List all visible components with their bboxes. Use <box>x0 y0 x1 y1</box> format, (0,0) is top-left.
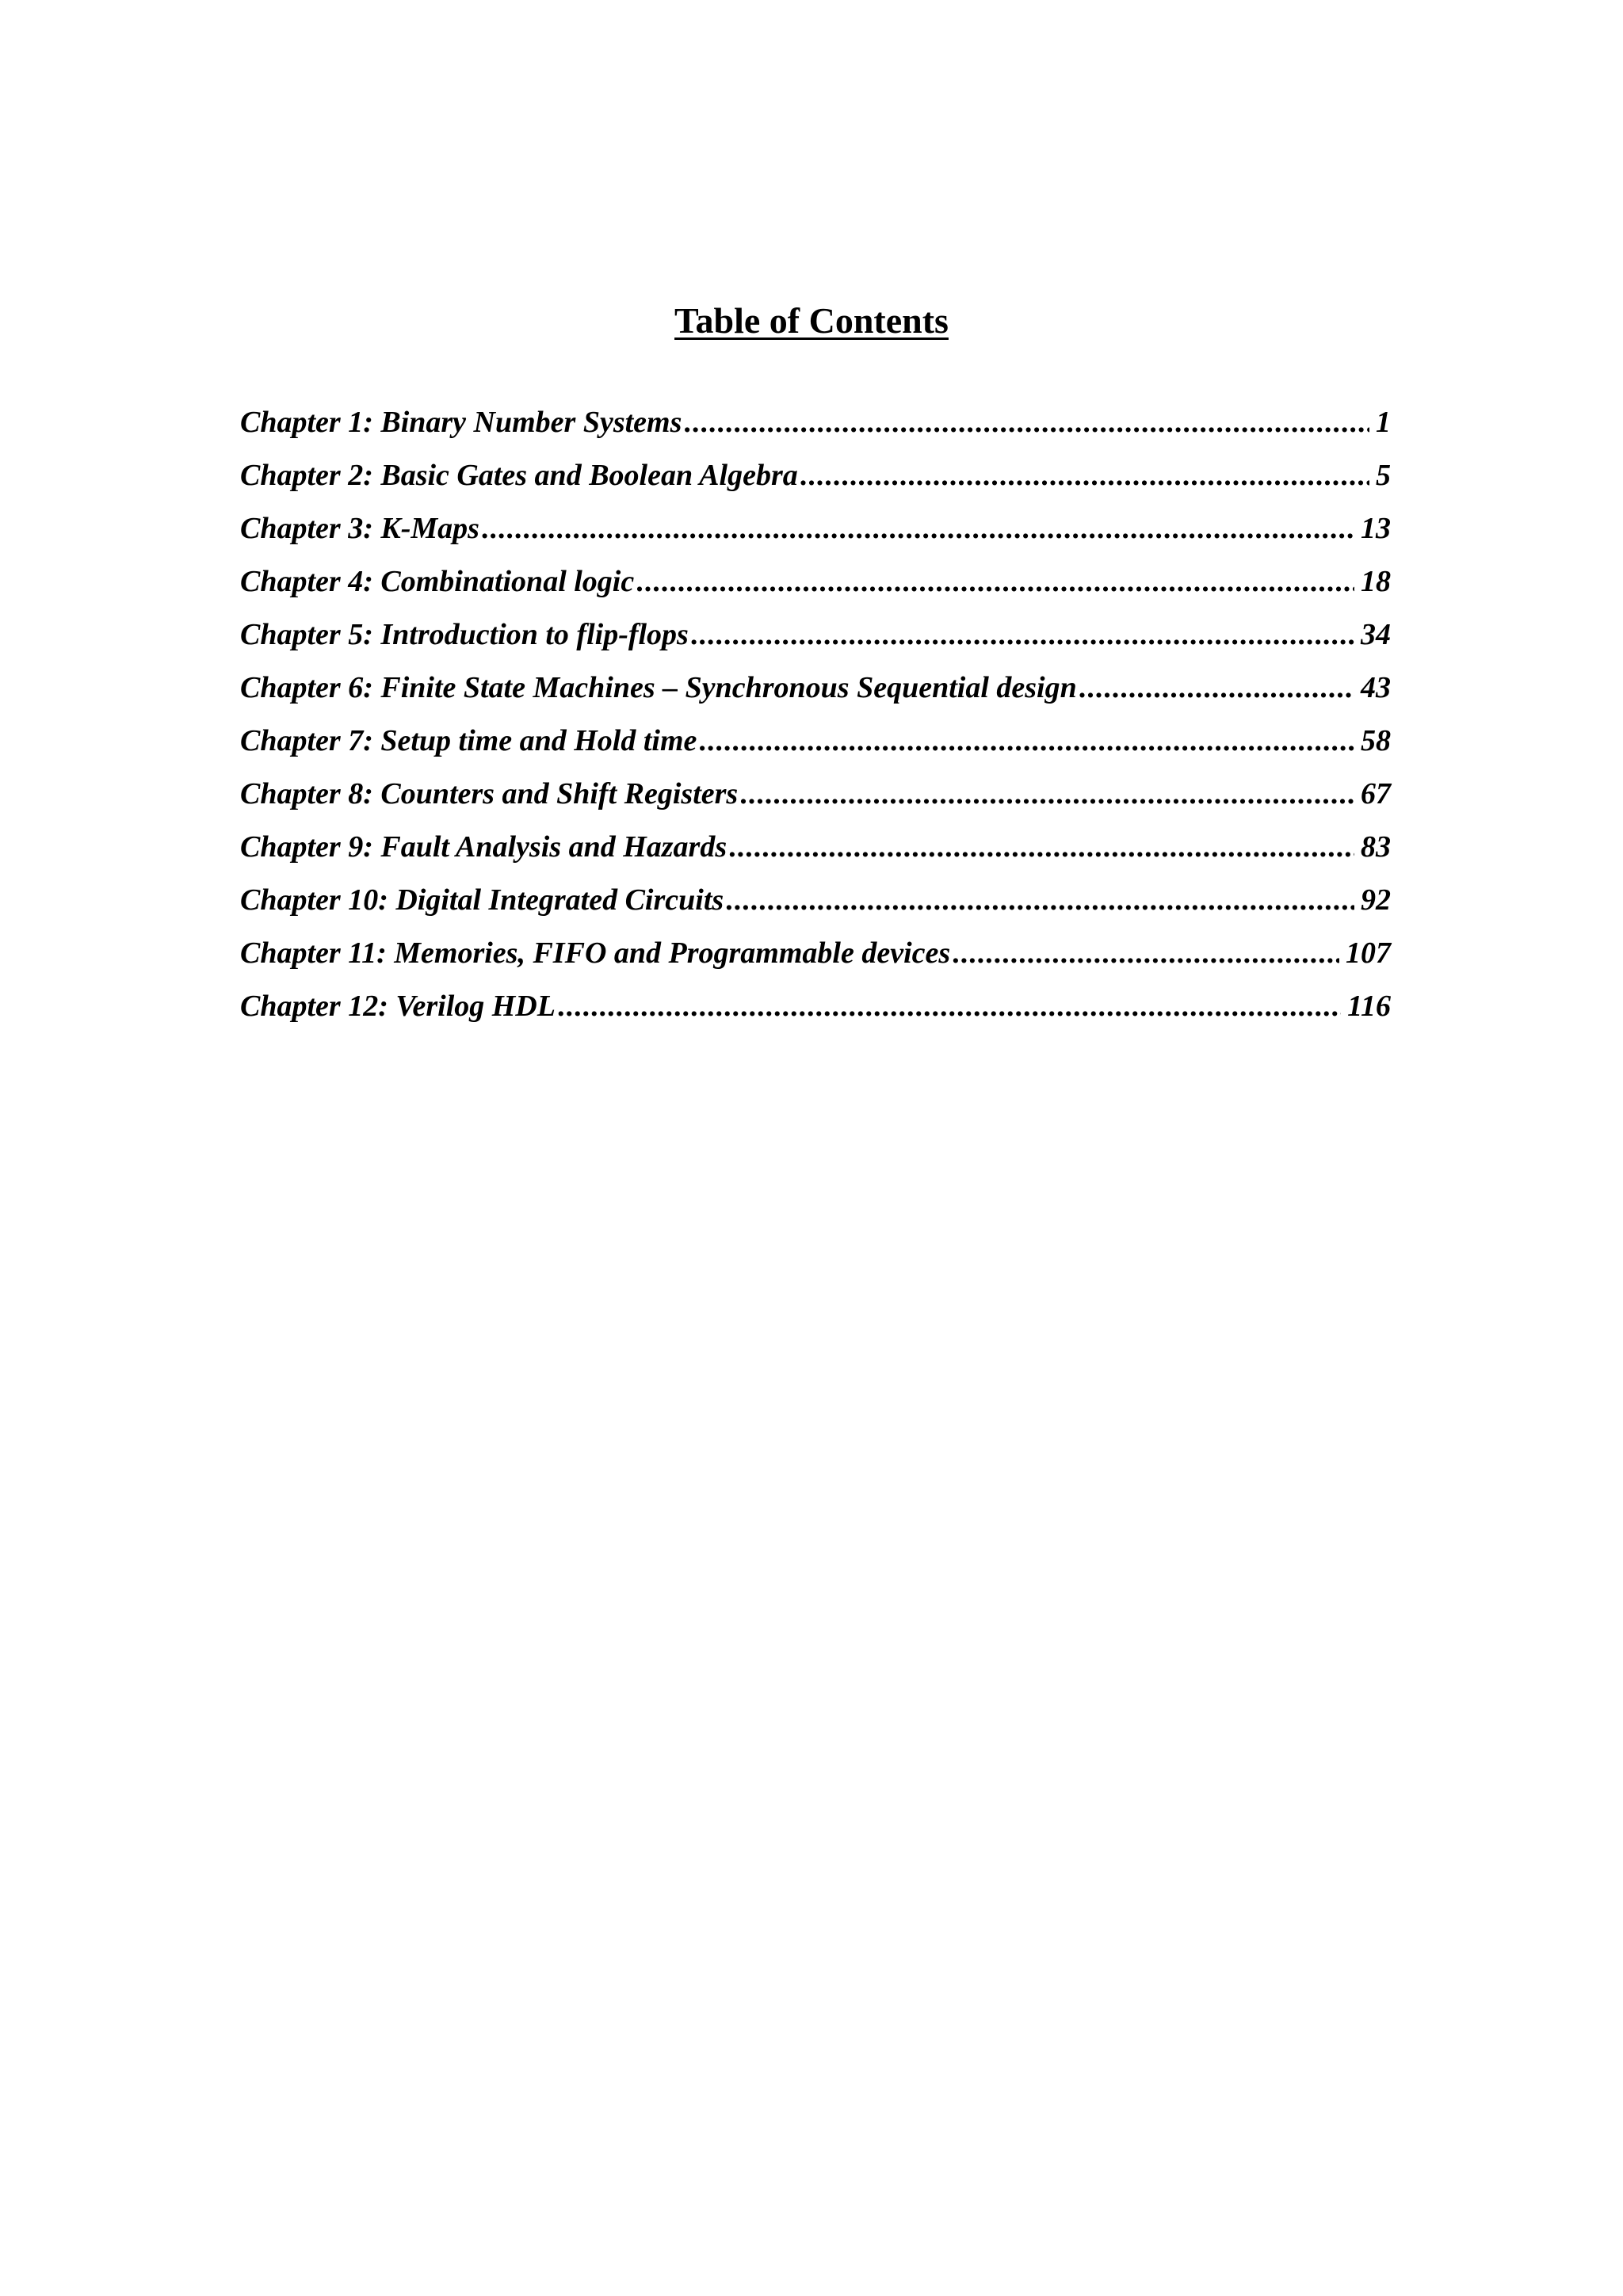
toc-title: Table of Contents <box>674 300 949 341</box>
toc-entry-label: Chapter 3: K-Maps <box>240 512 479 545</box>
dot-leader <box>557 980 1341 1033</box>
dot-leader <box>739 768 1354 821</box>
toc-entry-chapter-5[interactable] <box>240 608 1391 662</box>
toc-entry-chapter-12[interactable] <box>240 980 1391 1033</box>
toc-entry-label: Chapter 9: Fault Analysis and Hazards <box>240 830 727 864</box>
dot-leader <box>683 396 1369 449</box>
toc-entry-chapter-10[interactable] <box>240 874 1391 927</box>
toc-entry-page-number: 1 <box>1376 406 1391 439</box>
toc-entry-chapter-2[interactable] <box>240 449 1391 502</box>
toc-entry-label: Chapter 8: Counters and Shift Registers <box>240 777 739 810</box>
dot-leader <box>952 927 1339 980</box>
toc-entry-label: Chapter 11: Memories, FIFO and Programmable devices <box>240 936 951 970</box>
toc-entry-page-number: 116 <box>1347 990 1391 1023</box>
dot-leader <box>725 874 1354 927</box>
dot-leader <box>481 502 1354 555</box>
dot-leader <box>698 715 1354 768</box>
toc-entry-page-number: 92 <box>1361 883 1391 917</box>
toc-entry-page-number: 5 <box>1376 459 1391 492</box>
toc-entry-chapter-7[interactable] <box>240 715 1391 768</box>
toc-entry-page-number: 83 <box>1361 830 1391 864</box>
dot-leader <box>636 555 1354 608</box>
dot-leader <box>1079 662 1354 715</box>
toc-entry-label: Chapter 4: Combinational logic <box>240 565 635 598</box>
toc-entry-page-number: 58 <box>1361 724 1391 757</box>
toc-entry-label: Chapter 12: Verilog HDL <box>240 990 556 1023</box>
toc-entry-chapter-8[interactable] <box>240 768 1391 821</box>
toc-entry-label: Chapter 2: Basic Gates and Boolean Algebra <box>240 459 798 492</box>
dot-leader <box>800 449 1369 502</box>
toc-entry-label: Chapter 10: Digital Integrated Circuits <box>240 883 724 917</box>
toc-entry-label: Chapter 1: Binary Number Systems <box>240 406 682 439</box>
toc-entry-label: Chapter 7: Setup time and Hold time <box>240 724 697 757</box>
toc-entry-page-number: 67 <box>1361 777 1391 810</box>
toc-entry-page-number: 34 <box>1361 618 1391 651</box>
toc-entry-page-number: 43 <box>1361 671 1391 704</box>
toc-entry-chapter-1[interactable] <box>240 396 1391 449</box>
toc-entry-page-number: 13 <box>1361 512 1391 545</box>
toc-entry-label: Chapter 5: Introduction to flip-flops <box>240 618 689 651</box>
toc-entry-page-number: 107 <box>1346 936 1391 970</box>
toc-entry-page-number: 18 <box>1361 565 1391 598</box>
dot-leader <box>728 821 1354 874</box>
toc-list <box>240 396 1391 1033</box>
toc-entry-chapter-4[interactable] <box>240 555 1391 608</box>
dot-leader <box>690 608 1354 662</box>
toc-entry-chapter-3[interactable] <box>240 502 1391 555</box>
toc-entry-chapter-6[interactable] <box>240 662 1391 715</box>
toc-entry-chapter-9[interactable] <box>240 821 1391 874</box>
toc-entry-chapter-11[interactable] <box>240 927 1391 980</box>
toc-entry-label: Chapter 6: Finite State Machines – Synchronous Sequential design <box>240 671 1077 704</box>
